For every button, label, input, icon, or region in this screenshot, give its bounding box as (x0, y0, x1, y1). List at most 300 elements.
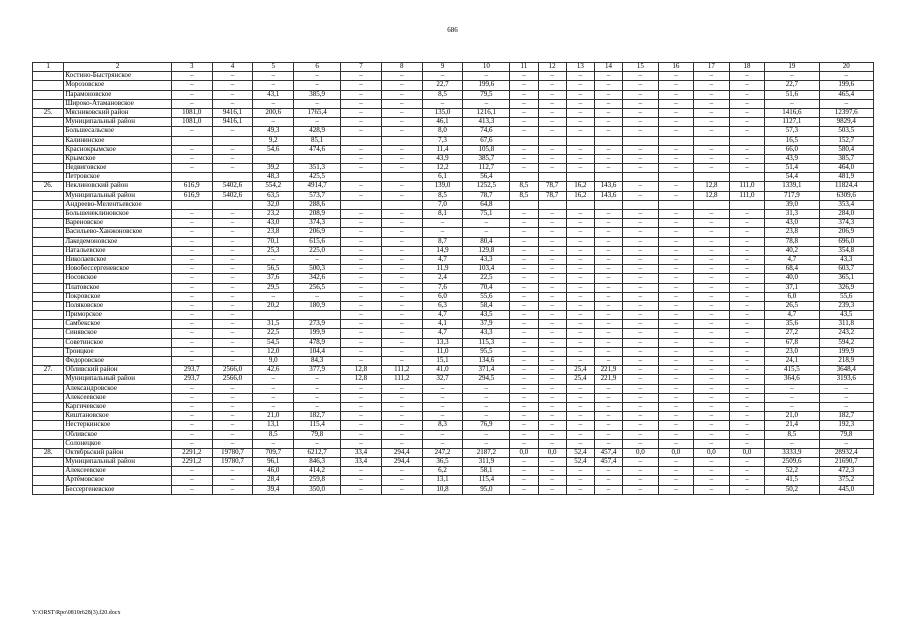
value-cell: 580,4 (819, 145, 873, 154)
value-cell: – (594, 164, 622, 173)
name-cell: Самбекское (64, 320, 172, 329)
value-cell: 79,8 (819, 430, 873, 439)
value-cell: 9,2 (253, 136, 294, 145)
value-cell: 23,2 (253, 210, 294, 219)
value-cell: – (623, 210, 659, 219)
value-cell: – (729, 311, 765, 320)
value-cell: – (538, 90, 566, 99)
table-row (33, 246, 874, 255)
value-cell: 78,7 (538, 191, 566, 200)
value-cell: 28932,4 (819, 448, 873, 457)
value-cell: 6309,6 (819, 191, 873, 200)
value-cell: – (253, 99, 294, 108)
value-cell: – (381, 90, 422, 99)
value-cell: – (171, 210, 212, 219)
value-cell: – (171, 81, 212, 90)
value-cell: – (594, 421, 622, 430)
value-cell: 11 (510, 63, 538, 72)
value-cell: 200,6 (253, 108, 294, 117)
value-cell: – (765, 72, 819, 81)
name-cell: Киштановское (64, 412, 172, 421)
value-cell: 105,8 (463, 145, 510, 154)
value-cell: 0,0 (658, 448, 694, 457)
value-cell: – (729, 219, 765, 228)
value-cell: – (422, 72, 463, 81)
value-cell: 464,0 (819, 164, 873, 173)
value-cell: – (694, 99, 730, 108)
value-cell: 3193,6 (819, 375, 873, 384)
value-cell: 51,4 (765, 164, 819, 173)
value-cell: – (566, 255, 594, 264)
value-cell: – (694, 154, 730, 163)
value-cell: 11824,4 (819, 182, 873, 191)
value-cell: – (341, 154, 382, 163)
value-cell: 9 (422, 63, 463, 72)
value-cell: – (538, 154, 566, 163)
value-cell: – (694, 283, 730, 292)
value-cell: 8,5 (510, 182, 538, 191)
value-cell: – (171, 347, 212, 356)
value-cell: – (212, 154, 253, 163)
value-cell: 428,9 (294, 127, 341, 136)
table-row (33, 265, 874, 274)
value-cell: – (729, 127, 765, 136)
value-cell: – (694, 164, 730, 173)
value-cell: 95,5 (463, 347, 510, 356)
value-cell: – (538, 127, 566, 136)
value-cell: – (594, 118, 622, 127)
value-cell: 311,8 (819, 320, 873, 329)
value-cell: – (594, 274, 622, 283)
value-cell: – (381, 384, 422, 393)
value-cell: – (729, 421, 765, 430)
value-cell: – (212, 255, 253, 264)
value-cell: – (623, 182, 659, 191)
value-cell: 143,6 (594, 191, 622, 200)
value-cell: – (294, 81, 341, 90)
value-cell: – (538, 72, 566, 81)
value-cell: – (658, 72, 694, 81)
value-cell: – (212, 485, 253, 494)
row-number-cell (33, 467, 64, 476)
table-row (33, 118, 874, 127)
value-cell: 503,5 (819, 127, 873, 136)
value-cell: – (658, 320, 694, 329)
value-cell: – (212, 347, 253, 356)
value-cell: 1339,1 (765, 182, 819, 191)
value-cell: – (623, 366, 659, 375)
value-cell: – (381, 283, 422, 292)
value-cell: 78,8 (765, 237, 819, 246)
value-cell: – (510, 237, 538, 246)
table-row (33, 485, 874, 494)
value-cell: – (658, 430, 694, 439)
value-cell: 21,4 (765, 421, 819, 430)
value-cell: – (510, 108, 538, 117)
value-cell: – (538, 164, 566, 173)
value-cell: 104,4 (294, 347, 341, 356)
value-cell: – (171, 301, 212, 310)
value-cell: 49,3 (253, 127, 294, 136)
value-cell: – (538, 292, 566, 301)
value-cell: – (538, 210, 566, 219)
value-cell: 354,8 (819, 246, 873, 255)
value-cell: – (566, 320, 594, 329)
value-cell: 143,6 (594, 182, 622, 191)
value-cell: – (658, 366, 694, 375)
row-number-cell (33, 90, 64, 99)
name-cell: Федоровское (64, 357, 172, 366)
value-cell: 22,7 (765, 81, 819, 90)
value-cell: – (510, 283, 538, 292)
value-cell: 846,3 (294, 458, 341, 467)
value-cell: – (341, 182, 382, 191)
value-cell: 16 (658, 63, 694, 72)
value-cell: – (729, 467, 765, 476)
value-cell (341, 136, 382, 145)
value-cell: – (294, 118, 341, 127)
value-cell: 239,3 (819, 301, 873, 310)
value-cell: – (253, 255, 294, 264)
value-cell: – (510, 145, 538, 154)
value-cell: – (594, 81, 622, 90)
value-cell: – (694, 265, 730, 274)
name-cell: Краснокрымское (64, 145, 172, 154)
value-cell: – (381, 439, 422, 448)
value-cell: 26,5 (765, 301, 819, 310)
value-cell: 37,9 (463, 320, 510, 329)
value-cell: 39,2 (253, 164, 294, 173)
value-cell: – (594, 412, 622, 421)
value-cell: – (171, 246, 212, 255)
value-cell: 20 (819, 63, 873, 72)
table-row (33, 154, 874, 163)
value-cell: 8 (381, 63, 422, 72)
value-cell: – (171, 72, 212, 81)
value-cell: – (381, 228, 422, 237)
value-cell: – (510, 265, 538, 274)
value-cell: 457,4 (594, 448, 622, 457)
value-cell: – (658, 476, 694, 485)
value-cell: – (694, 357, 730, 366)
value-cell (729, 173, 765, 182)
name-cell: Муниципальный район (64, 458, 172, 467)
value-cell: – (510, 430, 538, 439)
row-number-cell (33, 430, 64, 439)
value-cell: 37,6 (253, 274, 294, 283)
value-cell: 67,6 (463, 136, 510, 145)
value-cell: – (694, 246, 730, 255)
value-cell (212, 173, 253, 182)
value-cell: – (510, 118, 538, 127)
value-cell: 385,9 (294, 90, 341, 99)
value-cell: – (538, 412, 566, 421)
value-cell: – (566, 357, 594, 366)
table-row (33, 393, 874, 402)
value-cell: – (510, 347, 538, 356)
value-cell: 615,6 (294, 237, 341, 246)
value-cell: – (294, 292, 341, 301)
value-cell: 11,9 (422, 265, 463, 274)
value-cell: 465,4 (819, 90, 873, 99)
value-cell: 29,5 (253, 283, 294, 292)
value-cell: – (694, 485, 730, 494)
value-cell: – (422, 99, 463, 108)
value-cell: – (729, 255, 765, 264)
value-cell: – (566, 292, 594, 301)
value-cell (623, 136, 659, 145)
value-cell: 375,2 (819, 476, 873, 485)
value-cell: – (341, 412, 382, 421)
value-cell: 2291,2 (171, 448, 212, 457)
value-cell: 19780,7 (212, 458, 253, 467)
value-cell: – (538, 320, 566, 329)
value-cell: – (341, 338, 382, 347)
value-cell: 43,9 (765, 154, 819, 163)
value-cell: 22,5 (463, 274, 510, 283)
value-cell (623, 173, 659, 182)
value-cell: 326,9 (819, 283, 873, 292)
value-cell: – (658, 338, 694, 347)
value-cell: – (566, 393, 594, 402)
value-cell: – (623, 81, 659, 90)
value-cell: 12 (538, 63, 566, 72)
value-cell: – (623, 439, 659, 448)
value-cell: 6212,7 (294, 448, 341, 457)
value-cell: – (623, 127, 659, 136)
value-cell: 199,9 (819, 347, 873, 356)
table-row (33, 283, 874, 292)
value-cell: – (658, 265, 694, 274)
value-cell: 16,2 (566, 191, 594, 200)
value-cell: 7,3 (422, 136, 463, 145)
value-cell: – (729, 283, 765, 292)
table-row (33, 439, 874, 448)
value-cell: 8,5 (510, 191, 538, 200)
value-cell: 8,1 (422, 210, 463, 219)
row-number-cell (33, 173, 64, 182)
value-cell (658, 136, 694, 145)
value-cell: – (381, 127, 422, 136)
value-cell: 2566,0 (212, 375, 253, 384)
value-cell: – (510, 292, 538, 301)
value-cell: – (381, 430, 422, 439)
value-cell: – (566, 72, 594, 81)
value-cell (381, 136, 422, 145)
value-cell (212, 200, 253, 209)
name-cell: Калининское (64, 136, 172, 145)
value-cell (694, 136, 730, 145)
value-cell: – (510, 338, 538, 347)
value-cell: – (594, 219, 622, 228)
value-cell: – (422, 228, 463, 237)
value-cell: – (623, 311, 659, 320)
value-cell: – (623, 292, 659, 301)
name-cell: Петровское (64, 173, 172, 182)
value-cell: – (381, 246, 422, 255)
value-cell: 293,7 (171, 366, 212, 375)
value-cell: 311,9 (463, 458, 510, 467)
value-cell: 111,0 (729, 191, 765, 200)
value-cell: – (538, 228, 566, 237)
value-cell: – (694, 72, 730, 81)
value-cell: – (623, 219, 659, 228)
value-cell: – (694, 430, 730, 439)
value-cell: 9416,1 (212, 108, 253, 117)
value-cell: 6,1 (422, 173, 463, 182)
value-cell: – (694, 412, 730, 421)
value-cell: – (171, 255, 212, 264)
value-cell: 474,6 (294, 145, 341, 154)
table-row (33, 402, 874, 411)
value-cell: – (694, 476, 730, 485)
value-cell: 54,5 (253, 338, 294, 347)
value-cell: – (381, 311, 422, 320)
value-cell: – (381, 81, 422, 90)
value-cell: – (381, 292, 422, 301)
value-cell: 25,4 (566, 375, 594, 384)
value-cell: – (253, 393, 294, 402)
value-cell: 554,2 (253, 182, 294, 191)
value-cell: – (538, 145, 566, 154)
row-number-cell (33, 476, 64, 485)
value-cell: – (566, 347, 594, 356)
value-cell: – (212, 72, 253, 81)
value-cell: 4,7 (765, 255, 819, 264)
row-number-cell (33, 320, 64, 329)
value-cell: – (341, 90, 382, 99)
value-cell: – (212, 412, 253, 421)
value-cell: – (658, 412, 694, 421)
value-cell: – (729, 412, 765, 421)
value-cell: – (594, 72, 622, 81)
value-cell: – (463, 228, 510, 237)
value-cell: – (510, 421, 538, 430)
table-row (33, 108, 874, 117)
value-cell: – (566, 164, 594, 173)
value-cell (253, 311, 294, 320)
row-number-cell: 25. (33, 108, 64, 117)
value-cell: 70,1 (253, 237, 294, 246)
value-cell: – (171, 228, 212, 237)
value-cell: – (212, 90, 253, 99)
value-cell: 1127,1 (765, 118, 819, 127)
value-cell: – (212, 145, 253, 154)
value-cell: – (538, 430, 566, 439)
value-cell: 84,3 (294, 357, 341, 366)
value-cell: 111,2 (381, 366, 422, 375)
value-cell: 25,4 (566, 366, 594, 375)
value-cell: – (212, 311, 253, 320)
value-cell: 11,0 (422, 347, 463, 356)
value-cell: – (694, 228, 730, 237)
value-cell: 445,0 (819, 485, 873, 494)
row-number-cell (33, 246, 64, 255)
value-cell: – (341, 301, 382, 310)
value-cell: – (623, 467, 659, 476)
value-cell: – (171, 145, 212, 154)
value-cell: – (765, 439, 819, 448)
value-cell: – (566, 430, 594, 439)
value-cell: 15,1 (422, 357, 463, 366)
value-cell: – (510, 366, 538, 375)
table-row (33, 412, 874, 421)
value-cell: – (510, 311, 538, 320)
table-row (33, 145, 874, 154)
value-cell: 75,1 (463, 210, 510, 219)
value-cell: – (171, 384, 212, 393)
table-row (33, 127, 874, 136)
value-cell: – (341, 311, 382, 320)
row-number-cell (33, 200, 64, 209)
value-cell: – (171, 127, 212, 136)
row-number-cell (33, 393, 64, 402)
value-cell: 37,1 (765, 283, 819, 292)
value-cell: – (422, 219, 463, 228)
value-cell: 28,4 (253, 476, 294, 485)
value-cell: – (658, 99, 694, 108)
value-cell: 54,4 (765, 173, 819, 182)
value-cell: 603,7 (819, 265, 873, 274)
value-cell: – (381, 237, 422, 246)
value-cell: 7,6 (422, 283, 463, 292)
value-cell (381, 200, 422, 209)
value-cell: – (212, 320, 253, 329)
name-cell: Васильево-Ханжоновское (64, 228, 172, 237)
value-cell: – (341, 145, 382, 154)
value-cell (538, 200, 566, 209)
value-cell: – (422, 384, 463, 393)
table-row (33, 274, 874, 283)
value-cell: – (658, 219, 694, 228)
table-row (33, 320, 874, 329)
table-row (33, 173, 874, 182)
value-cell: 52,4 (566, 458, 594, 467)
value-cell: – (658, 467, 694, 476)
value-cell: 13 (566, 63, 594, 72)
value-cell: 8,5 (253, 430, 294, 439)
row-number-cell (33, 329, 64, 338)
value-cell: – (729, 485, 765, 494)
value-cell: 180,9 (294, 301, 341, 310)
value-cell: – (171, 311, 212, 320)
row-number-cell (33, 255, 64, 264)
value-cell: – (422, 412, 463, 421)
value-cell: – (510, 72, 538, 81)
value-cell: 10 (463, 63, 510, 72)
row-number-cell (33, 210, 64, 219)
name-cell: Носовское (64, 274, 172, 283)
value-cell: – (538, 301, 566, 310)
value-cell: – (566, 311, 594, 320)
value-cell: – (594, 384, 622, 393)
name-cell: Андреево-Мелентьевское (64, 200, 172, 209)
value-cell: – (566, 467, 594, 476)
value-cell: 478,9 (294, 338, 341, 347)
value-cell: – (594, 402, 622, 411)
value-cell: – (623, 412, 659, 421)
name-cell: Синявское (64, 329, 172, 338)
value-cell: 21690,7 (819, 458, 873, 467)
value-cell: – (171, 292, 212, 301)
value-cell: 52,2 (765, 467, 819, 476)
row-number-cell (33, 283, 64, 292)
value-cell: – (566, 99, 594, 108)
value-cell: – (253, 118, 294, 127)
value-cell: – (463, 384, 510, 393)
value-cell: – (341, 265, 382, 274)
value-cell: 8,3 (422, 421, 463, 430)
